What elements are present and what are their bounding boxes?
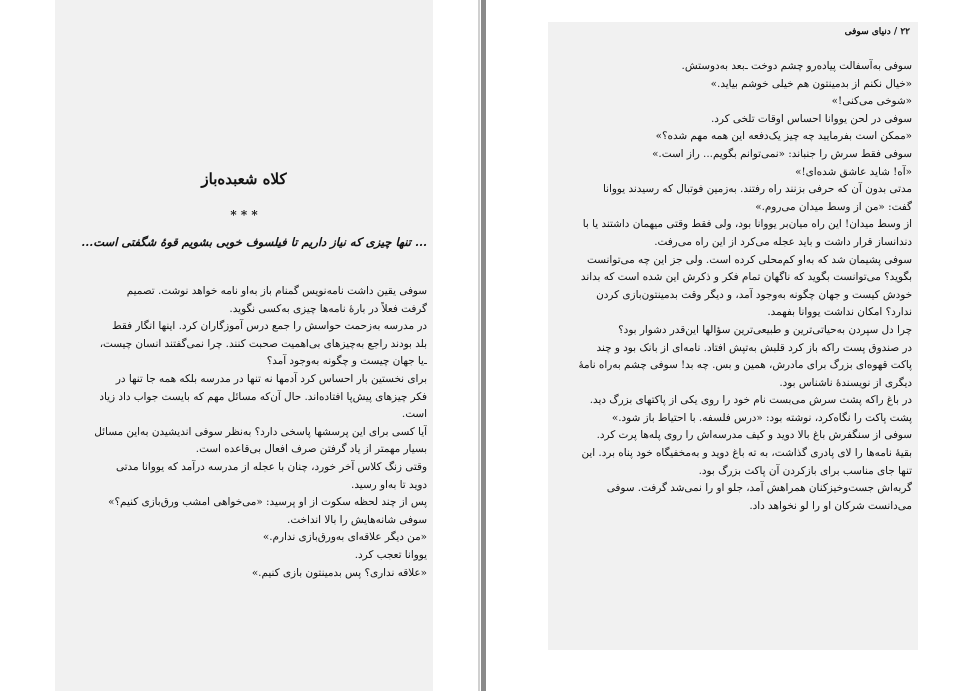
right-page (548, 22, 918, 650)
left-page (55, 0, 433, 691)
text-line: بگوید؟ می‌توانست بگوید که ناگهان تمام فکر و ذکرش این شده است که بداند (580, 271, 912, 284)
text-line: پس از چند لحظه سکوت از او پرسید: «می‌خواهی امشب ورق‌بازی کنیم؟» (108, 496, 427, 509)
page-header: ۲۲ / دنیای سوفی (844, 27, 910, 37)
text-line: گفت: «من از وسط میدان می‌روم.» (755, 200, 912, 213)
text-line: ـ‌یا جهان چیست و چگونه به‌وجود آمد؟ (266, 355, 427, 368)
text-line: سوفی از سنگفرش باغ بالا دوید و کیف مدرسه‌اش را روی پله‌ها پرت کرد. (596, 429, 912, 442)
text-line: گربه‌اش جست‌وخیزکنان همراهش آمد، جلو او را نمی‌شد گرفت. سوفی (606, 482, 912, 495)
text-line: دیگری از نویسندهٔ ناشناس بود. (779, 376, 912, 389)
text-line: برای نخستین بار احساس کرد آدمها نه تنها در مدرسه بلکه همه جا تنها در (115, 372, 427, 385)
text-line: فکر چیزهای پیش‌پا افتاده‌اند. حال آن‌که مسائل مهم که بایست جواب داد زیاد (99, 390, 427, 403)
page-divider-shadow (478, 0, 480, 691)
text-line: است. (401, 408, 427, 421)
text-line: «شوخی می‌کنی!» (831, 95, 912, 108)
text-line: یووانا تعجب کرد. (354, 548, 427, 561)
right-body-text (556, 58, 912, 515)
text-line: بلد بودند راجع به‌چیزهای بی‌اهمیت صحبت کنند. چرا نمی‌گفتند انسان چیست، (99, 337, 427, 350)
text-line: پاکت قهوه‌ای بزرگ برای مادرش، همین و بس. چه بد! سوفی چشم به‌راه نامهٔ (578, 359, 912, 372)
text-line: تنها جای مناسب برای بازکردن آن پاکت بزرگ بود. (698, 464, 912, 477)
text-line: چرا دل سپردن به‌حیاتی‌ترین و طبیعی‌ترین سؤالها این‌قدر دشوار بود؟ (618, 323, 912, 336)
text-line: سوفی شانه‌هایش را بالا انداخت. (287, 513, 427, 526)
ornament: * * * (230, 208, 258, 222)
text-line: در صندوق پست راکه باز کرد قلبش به‌تپش افتاد. نامه‌ای از بانک بود و چند (596, 341, 912, 354)
text-line: سوفی پشیمان شد که به‌او کم‌محلی کرده است. ولی جز این چه می‌توانست (587, 253, 912, 266)
text-line: «ممکن است بفرمایید چه چیز یک‌دفعه این همه مهم شده؟» (655, 130, 912, 143)
page-divider (481, 0, 486, 691)
text-line: ندارد؟ امکان نداشت یووانا بفهمد. (767, 306, 912, 319)
text-line: می‌دانست شرکان او را لو نخواهد داد. (749, 499, 912, 512)
text-line: «من دیگر علاقه‌ای به‌ورق‌بازی ندارم.» (262, 531, 427, 544)
text-line: در باغ راکه پشت سرش می‌بست نام خود را روی یکی از پاکتهای بزرگ دید. (589, 394, 912, 407)
text-line: «آه! شاید عاشق شده‌ای!» (795, 165, 912, 178)
text-line: «علاقه نداری؟ پس بدمینتون بازی کنیم.» (251, 566, 427, 579)
text-line: در مدرسه به‌زحمت حواسش را جمع درس آموزگاران کرد. اینها انگار فقط (112, 320, 427, 333)
text-line: از وسط میدان! این راه میان‌بر یووانا بود، ولی فقط وقتی میهمان داشتند یا با (582, 218, 912, 231)
text-line: سوفی یقین داشت نامه‌نویس گمنام باز به‌او نامه خواهد نوشت. تصمیم (126, 285, 427, 297)
text-line: دوید تا به‌او رسید. (351, 478, 427, 491)
text-line: گرفت فعلاً در بارهٔ نامه‌ها چیزی به‌کسی نگوید. (229, 302, 427, 315)
chapter-title: کلاه شعبده‌باز (201, 170, 287, 188)
text-line: پشت پاکت را نگاه‌کرد، نوشته بود: «درس فلسفه. با احتیاط باز شود.» (611, 411, 912, 424)
text-line: دندانساز قرار داشت و باید عجله می‌کرد از این راه می‌رفت. (654, 235, 912, 248)
text-line: سوفی فقط سرش را جنباند: «نمی‌توانم بگویم... راز است.» (652, 147, 912, 160)
text-line: سوفی در لحن یووانا احساس اوقات تلخی کرد. (710, 112, 912, 125)
text-line: مدتی بدون آن که حرفی بزنند راه رفتند. به‌زمین فوتبال که رسیدند یووانا (602, 183, 912, 196)
epigraph: ... تنها چیزی که نیاز داریم تا فیلسوف خوبی بشویم قوهٔ شگفتی است... (81, 235, 427, 249)
text-line: وقتی زنگ کلاس آخر خورد، چنان با عجله از مدرسه درآمد که یووانا مدتی (115, 460, 427, 473)
text-line: خودش کیست و جهان چگونه به‌وجود آمد، و دیگر وقت بدمینتون‌بازی کردن (596, 288, 912, 301)
text-line: آیا کسی برای این پرسشها پاسخی دارد؟ به‌نظر سوفی اندیشیدن به‌این مسائل (94, 425, 427, 438)
text-line: بسیار مهمتر از یاد گرفتن صرف افعال بی‌قاعده است. (195, 443, 427, 456)
text-line: بقیهٔ نامه‌ها را لای پادری گذاشت، به ته باغ دوید و به‌مخفیگاه خود پناه برد. این (581, 447, 912, 460)
text-line: سوفی به‌آسفالت پیاده‌رو چشم دوخت ـ‌بعد به‌دوستش. (681, 60, 912, 72)
text-line: «خیال نکنم از بدمینتون هم خیلی خوشم بیاید.» (710, 77, 912, 90)
left-body-text (61, 283, 427, 582)
